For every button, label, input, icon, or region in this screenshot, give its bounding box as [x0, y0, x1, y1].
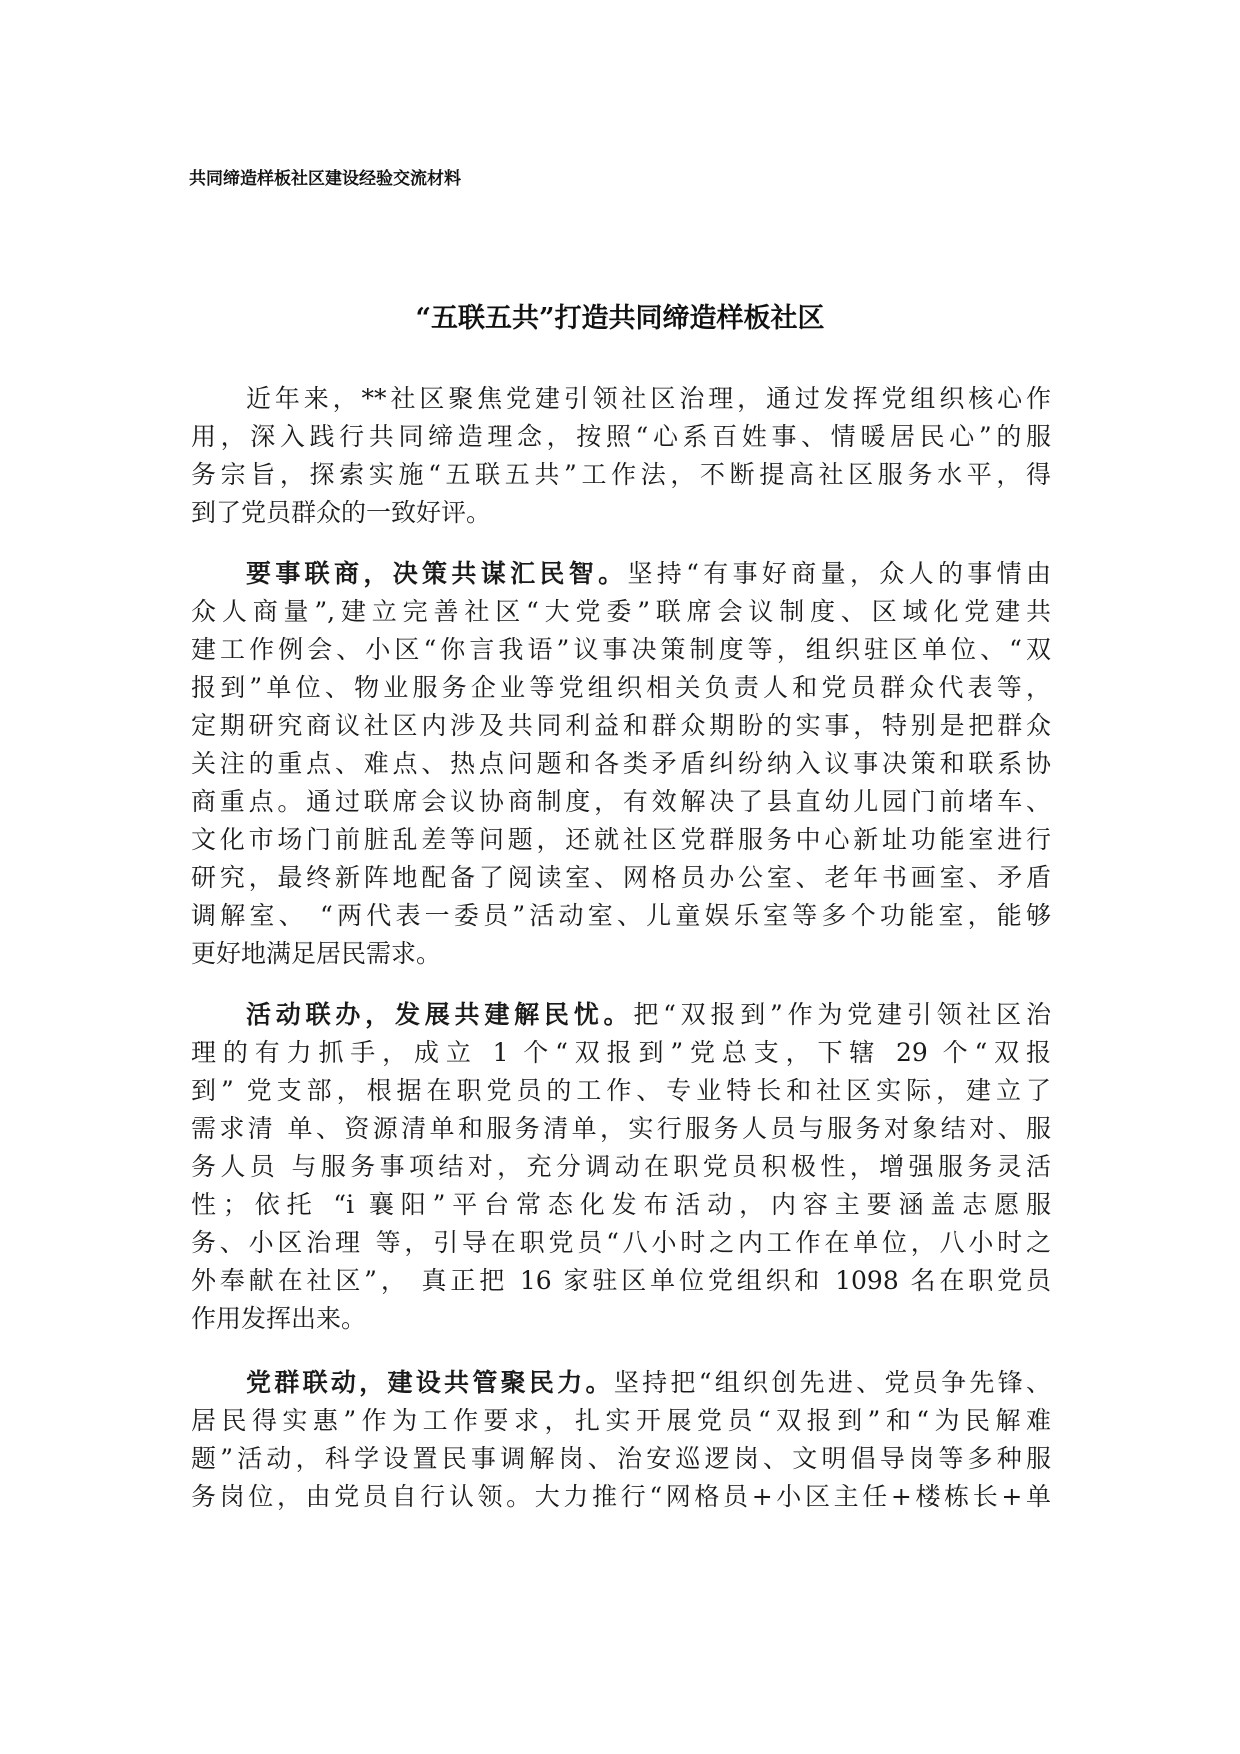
- paragraph-3-line-7: 务、小区治理 等，引导在职党员“八小时之内工作在单位，八小时之: [191, 1228, 1051, 1257]
- paragraph-4-line-4: 务岗位，由党员自行认领。大力推行“网格员+小区主任+楼栋长+单: [191, 1482, 1052, 1511]
- paragraph-2-line-7: 商重点。通过联席会议协商制度，有效解决了县直幼儿园门前堵车、: [191, 787, 1051, 816]
- paragraph-2-lead-heading: 要事联商，决策共谋汇民智。: [246, 559, 628, 588]
- paragraph-2-line-3: 建工作例会、小区“你言我语”议事决策制度等，组织驻区单位、“双: [191, 635, 1051, 664]
- document-title: “五联五共”打造共同缔造样板社区: [415, 303, 825, 334]
- paragraph-3-lead-heading: 活动联办，发展共建解民忧。: [246, 1000, 634, 1029]
- paragraph-3-line-5: 务人员 与服务事项结对，充分调动在职党员积极性，增强服务灵活: [191, 1152, 1051, 1181]
- paragraph-2-line-1: [246, 555, 1051, 593]
- paragraph-2-line-11: 更好地满足居民需求。: [191, 939, 442, 968]
- paragraph-3-line-2: 理的有力抓手，成立 1 个“双报到”党总支，下辖 29 个“双报: [191, 1038, 1051, 1067]
- paragraph-2-line-10: 调解室、 “两代表一委员”活动室、儿童娱乐室等多个功能室，能够: [191, 901, 1051, 930]
- paragraph-3-line-1-text: 把“双报到”作为党建引领社区治: [633, 1000, 1051, 1029]
- paragraph-2-line-1-text: 坚持“有事好商量，众人的事情由: [627, 559, 1051, 588]
- paragraph-2-line-6: 关注的重点、难点、热点问题和各类矛盾纠纷纳入议事决策和联系协: [191, 749, 1051, 778]
- paragraph-3-line-1: [246, 996, 1051, 1034]
- paragraph-4-line-1: [246, 1364, 1051, 1402]
- paragraph-2-line-8: 文化市场门前脏乱差等问题，还就社区党群服务中心新址功能室进行: [191, 825, 1051, 854]
- paragraph-3-line-4: 需求清 单、资源清单和服务清单，实行服务人员与服务对象结对、服: [191, 1114, 1051, 1143]
- paragraph-3-line-9: 作用发挥出来。: [191, 1304, 367, 1333]
- paragraph-4-line-3: 题”活动，科学设置民事调解岗、治安巡逻岗、文明倡导岗等多种服: [191, 1444, 1051, 1473]
- paragraph-4-lead-heading: 党群联动，建设共管聚民力。: [246, 1368, 614, 1397]
- paragraph-1-line-2: 用，深入践行共同缔造理念，按照“心系百姓事、情暖居民心”的服: [191, 422, 1051, 451]
- document-header-label: 共同缔造样板社区建设经验交流材料: [189, 169, 461, 189]
- paragraph-3-line-6: 性；依托 “i 襄阳”平台常态化发布活动，内容主要涵盖志愿服: [191, 1190, 1051, 1219]
- paragraph-4-line-2: 居民得实惠”作为工作要求，扎实开展党员“双报到”和“为民解难: [191, 1406, 1051, 1435]
- paragraph-1-line-3: 务宗旨，探索实施“五联五共”工作法，不断提高社区服务水平，得: [191, 460, 1051, 489]
- paragraph-4-line-1-text: 坚持把“组织创先进、党员争先锋、: [613, 1368, 1051, 1397]
- paragraph-3-line-8: 外奉献在社区”， 真正把 16 家驻区单位党组织和 1098 名在职党员: [191, 1266, 1051, 1295]
- paragraph-2-line-9: 研究，最终新阵地配备了阅读室、网格员办公室、老年书画室、矛盾: [191, 863, 1051, 892]
- paragraph-3-line-3: 到” 党支部，根据在职党员的工作、专业特长和社区实际，建立了: [191, 1076, 1051, 1105]
- paragraph-1-line-4: 到了党员群众的一致好评。: [191, 498, 492, 527]
- paragraph-2-line-2: 众人商量”,建立完善社区“大党委”联席会议制度、区域化党建共: [191, 597, 1051, 626]
- paragraph-2-line-4: 报到”单位、物业服务企业等党组织相关负责人和党员群众代表等，: [191, 673, 1051, 702]
- paragraph-1-line-1: 近年来，**社区聚焦党建引领社区治理，通过发挥党组织核心作: [246, 384, 1051, 413]
- paragraph-2-line-5: 定期研究商议社区内涉及共同利益和群众期盼的实事，特别是把群众: [191, 711, 1051, 740]
